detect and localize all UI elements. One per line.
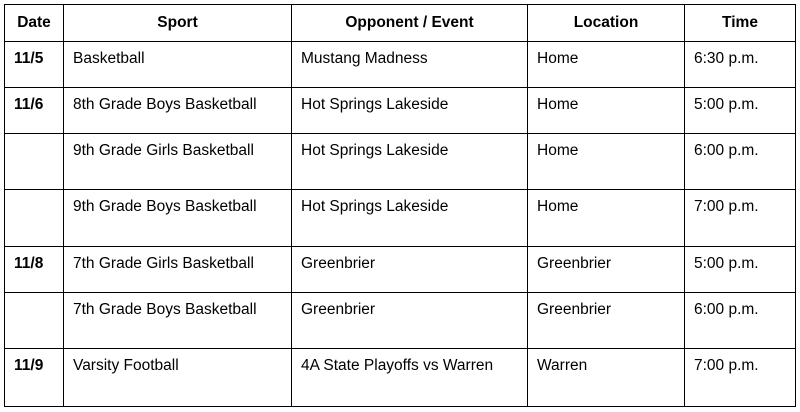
- time-cell: 5:00 p.m.: [685, 88, 796, 134]
- time-cell: 6:30 p.m.: [685, 42, 796, 88]
- opponent-cell: Hot Springs Lakeside: [292, 190, 528, 247]
- table-row: [5, 42, 796, 88]
- date-cell: [5, 190, 64, 247]
- date-cell: 11/8: [5, 247, 64, 293]
- header-opponent: Opponent / Event: [292, 5, 528, 42]
- time-cell: 6:00 p.m.: [685, 134, 796, 190]
- location-cell: Greenbrier: [528, 247, 685, 293]
- table-row: [5, 190, 796, 247]
- table-row: [5, 349, 796, 407]
- schedule-table: [4, 4, 796, 407]
- header-time: Time: [685, 5, 796, 42]
- location-cell: Warren: [528, 349, 685, 407]
- time-cell: 6:00 p.m.: [685, 293, 796, 349]
- sport-cell: 7th Grade Girls Basketball: [64, 247, 292, 293]
- opponent-cell: Greenbrier: [292, 293, 528, 349]
- location-cell: Home: [528, 42, 685, 88]
- opponent-cell: Hot Springs Lakeside: [292, 134, 528, 190]
- sport-cell: 9th Grade Girls Basketball: [64, 134, 292, 190]
- location-cell: Home: [528, 134, 685, 190]
- header-location: Location: [528, 5, 685, 42]
- location-cell: Home: [528, 88, 685, 134]
- time-cell: 5:00 p.m.: [685, 247, 796, 293]
- sport-cell: 8th Grade Boys Basketball: [64, 88, 292, 134]
- location-cell: Home: [528, 190, 685, 247]
- header-sport: Sport: [64, 5, 292, 42]
- table-row: [5, 134, 796, 190]
- opponent-cell: 4A State Playoffs vs Warren: [292, 349, 528, 407]
- opponent-cell: Hot Springs Lakeside: [292, 88, 528, 134]
- time-cell: 7:00 p.m.: [685, 190, 796, 247]
- opponent-cell: Mustang Madness: [292, 42, 528, 88]
- sport-cell: Varsity Football: [64, 349, 292, 407]
- sport-cell: Basketball: [64, 42, 292, 88]
- date-cell: 11/6: [5, 88, 64, 134]
- location-cell: Greenbrier: [528, 293, 685, 349]
- date-cell: [5, 293, 64, 349]
- table-row: [5, 293, 796, 349]
- sport-cell: 7th Grade Boys Basketball: [64, 293, 292, 349]
- sport-cell: 9th Grade Boys Basketball: [64, 190, 292, 247]
- table-row: [5, 247, 796, 293]
- time-cell: 7:00 p.m.: [685, 349, 796, 407]
- table-row: [5, 88, 796, 134]
- header-date: Date: [5, 5, 64, 42]
- date-cell: 11/5: [5, 42, 64, 88]
- date-cell: [5, 134, 64, 190]
- opponent-cell: Greenbrier: [292, 247, 528, 293]
- header-row: [5, 5, 796, 42]
- date-cell: 11/9: [5, 349, 64, 407]
